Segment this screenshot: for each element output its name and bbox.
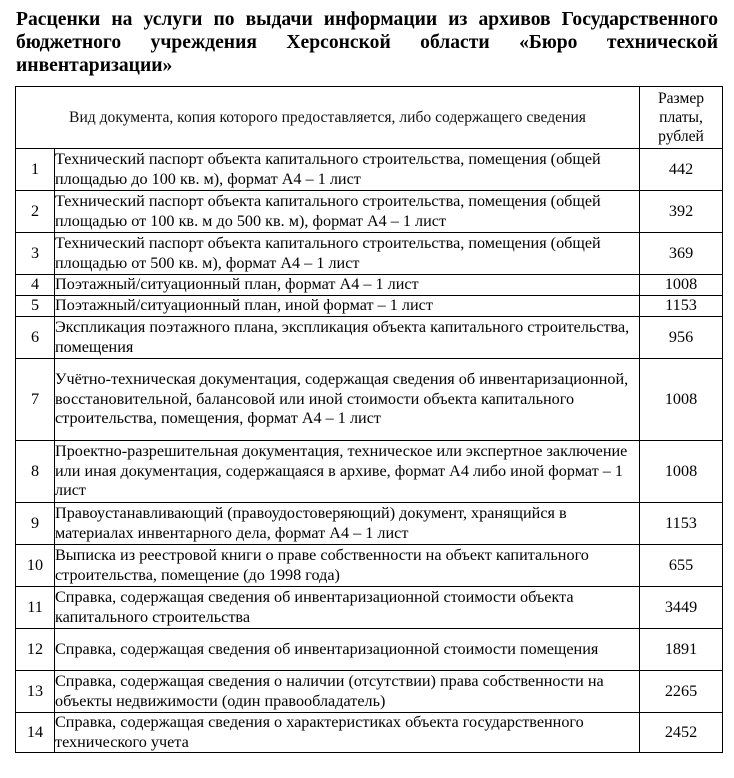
table-body bbox=[16, 149, 723, 753]
row-price: 1153 bbox=[640, 503, 723, 545]
row-number: 1 bbox=[16, 149, 55, 191]
row-number: 9 bbox=[16, 503, 55, 545]
table-row bbox=[16, 629, 723, 671]
row-description: Выписка из реестровой книги о праве собственности на объект капитального строительства, помещение (до 1998 года) bbox=[55, 545, 640, 587]
row-price: 442 bbox=[640, 149, 723, 191]
table-row bbox=[16, 233, 723, 275]
row-description: Учётно-техническая документация, содержащая сведения об инвентаризационной, восстановительной, балансовой или иной стоимости объекта капитального строительства, помещения, формат А4 – 1 лист bbox=[55, 359, 640, 441]
row-number: 11 bbox=[16, 587, 55, 629]
table-row bbox=[16, 671, 723, 713]
row-description: Справка, содержащая сведения о характеристиках объекта государственного технического учета bbox=[55, 713, 640, 753]
row-description: Поэтажный/ситуационный план, иной формат – 1 лист bbox=[55, 296, 640, 317]
table-row bbox=[16, 191, 723, 233]
row-price: 3449 bbox=[640, 587, 723, 629]
table-row bbox=[16, 545, 723, 587]
table-row bbox=[16, 296, 723, 317]
row-price: 2265 bbox=[640, 671, 723, 713]
row-price: 392 bbox=[640, 191, 723, 233]
header-price: Размер платы, рублей bbox=[640, 87, 723, 149]
row-price: 2452 bbox=[640, 713, 723, 753]
row-price: 1891 bbox=[640, 629, 723, 671]
row-number: 3 bbox=[16, 233, 55, 275]
row-number: 12 bbox=[16, 629, 55, 671]
row-description: Поэтажный/ситуационный план, формат А4 – 1 лист bbox=[55, 275, 640, 296]
row-number: 7 bbox=[16, 359, 55, 441]
table-row bbox=[16, 587, 723, 629]
row-description: Справка, содержащая сведения о наличии (отсутствии) права собственности на объекты недвижимости (один правообладатель) bbox=[55, 671, 640, 713]
table-header-row bbox=[16, 87, 723, 149]
row-number: 5 bbox=[16, 296, 55, 317]
row-price: 1153 bbox=[640, 296, 723, 317]
table-row bbox=[16, 359, 723, 441]
row-price: 1008 bbox=[640, 275, 723, 296]
row-number: 14 bbox=[16, 713, 55, 753]
row-number: 10 bbox=[16, 545, 55, 587]
row-description: Проектно-разрешительная документация, техническое или экспертное заключение или иная документация, содержащаяся в архиве, формат А4 либо иной формат – 1 лист bbox=[55, 441, 640, 503]
row-number: 8 bbox=[16, 441, 55, 503]
row-description: Технический паспорт объекта капитального строительства, помещения (общей площадью до 100 кв. м), формат А4 – 1 лист bbox=[55, 149, 640, 191]
row-price: 956 bbox=[640, 317, 723, 359]
row-price: 1008 bbox=[640, 441, 723, 503]
row-number: 6 bbox=[16, 317, 55, 359]
row-price: 1008 bbox=[640, 359, 723, 441]
row-number: 13 bbox=[16, 671, 55, 713]
row-number: 4 bbox=[16, 275, 55, 296]
table-row bbox=[16, 275, 723, 296]
header-description: Вид документа, копия которого предоставляется, либо содержащего сведения bbox=[16, 87, 640, 149]
price-table bbox=[15, 86, 723, 753]
row-description: Правоустанавливающий (правоудостоверяющий) документ, хранящийся в материалах инвентарного дела, формат А4 – 1 лист bbox=[55, 503, 640, 545]
row-description: Справка, содержащая сведения об инвентаризационной стоимости помещения bbox=[55, 629, 640, 671]
table-row bbox=[16, 441, 723, 503]
row-price: 655 bbox=[640, 545, 723, 587]
table-row bbox=[16, 149, 723, 191]
row-description: Экспликация поэтажного плана, экспликация объекта капитального строительства, помещения bbox=[55, 317, 640, 359]
row-description: Справка, содержащая сведения об инвентаризационной стоимости объекта капитального строительства bbox=[55, 587, 640, 629]
row-price: 369 bbox=[640, 233, 723, 275]
document-title: Расценки на услуги по выдачи информации из архивов Государственного бюджетного учреждения Херсонской области «Бюро технической инвентаризации» bbox=[16, 9, 718, 76]
row-description: Технический паспорт объекта капитального строительства, помещения (общей площадью от 100 кв. м до 500 кв. м), формат А4 – 1 лист bbox=[55, 191, 640, 233]
table-row bbox=[16, 713, 723, 753]
row-description: Технический паспорт объекта капитального строительства, помещения (общей площадью от 500 кв. м), формат А4 – 1 лист bbox=[55, 233, 640, 275]
table-row bbox=[16, 317, 723, 359]
table-row bbox=[16, 503, 723, 545]
row-number: 2 bbox=[16, 191, 55, 233]
